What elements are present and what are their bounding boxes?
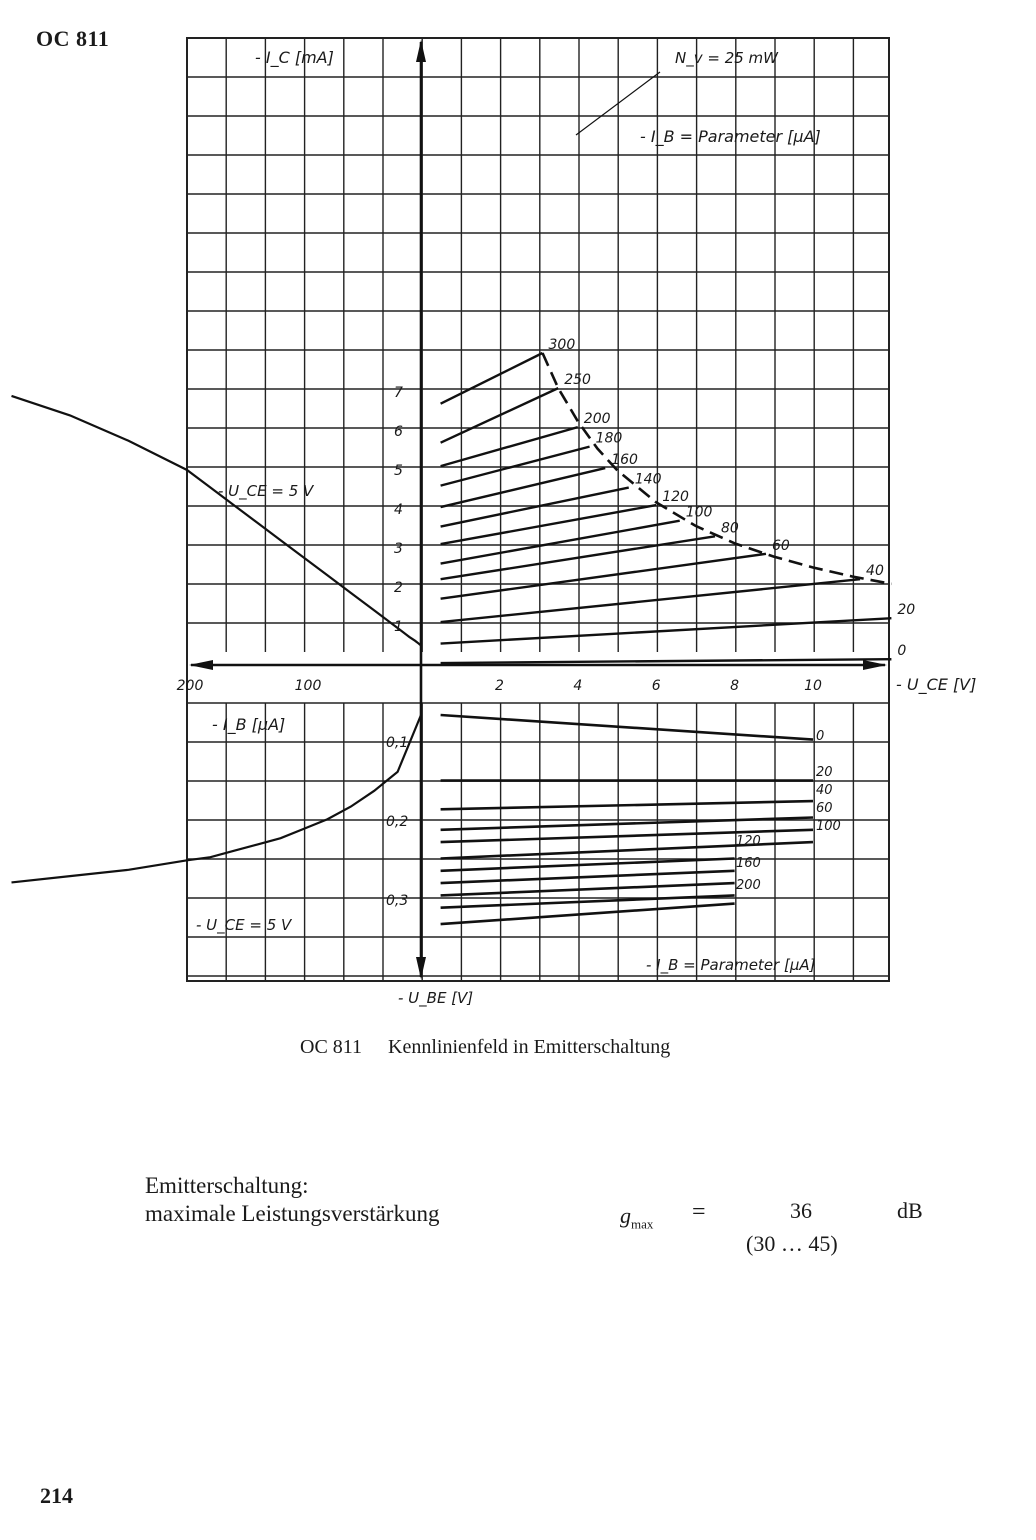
spec-block <box>145 1172 439 1228</box>
ib-tick-200: 200 <box>176 678 204 694</box>
output-curve-ib-160 <box>441 468 606 507</box>
ic-tick-5: 5 <box>394 463 403 479</box>
output-curve-ib-60 <box>441 554 766 599</box>
uce-tick-2: 2 <box>494 678 504 694</box>
feedback-param-label: - I_B = Parameter [µA] <box>646 956 816 974</box>
feedback-label-right-60: 60 <box>816 801 833 816</box>
output-curve-label-140: 140 <box>634 471 662 488</box>
input-curve-label: - U_CE = 5 V <box>196 916 292 934</box>
output-curve-label-40: 40 <box>866 563 884 580</box>
ic-tick-2: 2 <box>394 580 403 596</box>
feedback-label-mid-120: 120 <box>736 834 761 849</box>
feedback-curve-ib-40 <box>441 801 813 809</box>
arrow-right <box>863 660 887 670</box>
output-curve-ib-140 <box>441 488 629 527</box>
figure-caption <box>300 1036 670 1059</box>
ic-tick-1: 1 <box>394 619 403 635</box>
feedback-curve-ib-160 <box>441 883 735 895</box>
spec-unit: dB <box>897 1198 923 1223</box>
ic-tick-3: 3 <box>394 541 403 557</box>
ic-param-label: - I_B = Parameter [µA] <box>640 127 821 146</box>
ib-tick-100: 100 <box>294 678 322 694</box>
output-curve-label-100: 100 <box>685 504 713 521</box>
output-curve-label-250: 250 <box>564 372 591 389</box>
output-curve-ib-20 <box>441 618 892 643</box>
caption-id: OC 811 <box>300 1036 363 1058</box>
page-number: 214 <box>40 1483 73 1508</box>
feedback-label-right-100: 100 <box>816 819 841 834</box>
ube-tick-0,2: 0,2 <box>386 814 409 830</box>
feedback-label-mid-200: 200 <box>736 878 761 893</box>
ic-tick-7: 7 <box>394 385 403 401</box>
output-curve-label-20: 20 <box>897 602 916 619</box>
feedback-curve-ib-0 <box>441 715 813 740</box>
uce-axis-label: - U_CE [V] <box>896 675 977 694</box>
ic-tick-6: 6 <box>394 424 403 440</box>
output-curve-label-180: 180 <box>595 430 623 447</box>
output-curve-label-60: 60 <box>771 537 790 554</box>
uce-tick-8: 8 <box>730 678 740 694</box>
spec-line1: Emitterschaltung: <box>145 1173 309 1198</box>
spec-equals: = <box>692 1199 706 1225</box>
spec-symbol-sub: max <box>631 1216 654 1232</box>
spec-symbol <box>620 1203 653 1232</box>
input-curve <box>12 715 422 882</box>
arrow-left <box>189 660 213 670</box>
feedback-label-right-20: 20 <box>816 765 833 780</box>
power-hyperbola <box>543 353 892 584</box>
output-curve-ib-250 <box>441 388 559 443</box>
output-curve-ib-300 <box>441 353 543 404</box>
output-curve-ib-40 <box>441 579 860 622</box>
arrow-up <box>416 40 426 62</box>
transfer-curve-label: - U_CE = 5 V <box>218 482 314 500</box>
output-curve-label-120: 120 <box>662 489 689 506</box>
power-label: N_v = 25 mW <box>675 49 779 67</box>
output-curve-label-0: 0 <box>897 643 907 660</box>
feedback-curve-ib-140 <box>441 871 735 883</box>
spec-value: 36 <box>790 1198 812 1223</box>
ic-tick-4: 4 <box>394 502 403 518</box>
ube-tick-0,1: 0,1 <box>386 735 409 751</box>
uce-tick-4: 4 <box>573 678 583 694</box>
output-curve-ib-180 <box>441 447 590 486</box>
ic-axis-label: - I_C [mA] <box>255 48 334 67</box>
output-curve-ib-100 <box>441 521 680 564</box>
spec-symbol-main: g <box>620 1203 631 1228</box>
output-curve-ib-80 <box>441 536 715 579</box>
spec-line2: maximale Leistungsverstärkung <box>145 1201 440 1226</box>
page-header: OC 811 <box>36 26 110 51</box>
caption-text: Kennlinienfeld in Emitterschaltung <box>388 1036 671 1058</box>
output-curve-label-160: 160 <box>611 452 638 469</box>
output-curve-ib-0 <box>441 659 892 663</box>
spec-range: (30 … 45) <box>746 1231 838 1256</box>
feedback-label-mid-160: 160 <box>736 856 761 871</box>
feedback-curve-ib-120 <box>441 859 735 871</box>
uce-tick-6: 6 <box>651 678 661 694</box>
ube-axis-label: - U_BE [V] <box>398 989 474 1007</box>
output-curve-label-200: 200 <box>583 411 611 428</box>
feedback-label-right-40: 40 <box>816 783 833 798</box>
output-curve-label-300: 300 <box>548 337 576 353</box>
feedback-label-right-0: 0 <box>816 729 825 744</box>
transfer-curve <box>12 396 422 646</box>
output-curve-label-80: 80 <box>721 520 739 537</box>
uce-tick-10: 10 <box>804 678 822 694</box>
ube-tick-0,3: 0,3 <box>386 893 409 909</box>
chart-curves <box>12 72 892 924</box>
output-curve-ib-120 <box>441 505 657 544</box>
ib-axis-label: - I_B [µA] <box>212 715 286 734</box>
